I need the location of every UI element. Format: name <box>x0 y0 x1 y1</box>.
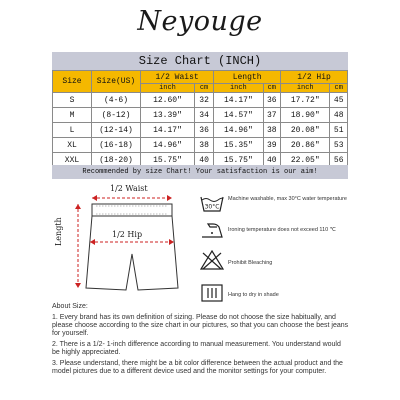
cell-us: (18-20) <box>92 153 141 168</box>
shorts-diagram <box>52 184 200 304</box>
size-chart-title: Size Chart (INCH) <box>52 52 348 70</box>
cell-length-cm: 38 <box>263 123 281 138</box>
cell-hip-cm: 48 <box>330 108 348 123</box>
cell-waist-cm: 36 <box>194 123 213 138</box>
cell-us: (4-6) <box>92 93 141 108</box>
unit-cm: cm <box>330 84 348 93</box>
cell-size: S <box>53 93 92 108</box>
header-size: Size <box>53 71 92 93</box>
cell-size: XXL <box>53 153 92 168</box>
unit-inch: inch <box>141 84 195 93</box>
cell-waist-cm: 34 <box>194 108 213 123</box>
about-size-section <box>52 303 350 379</box>
cell-waist-cm: 38 <box>194 138 213 153</box>
cell-hip-in: 18.90" <box>281 108 330 123</box>
about-point-1: 1. Every brand has its own definition of sizing. Please do not choose the size habitually, and please choose according to the size chart in our pictures, so that you can choose the best jeans for yourself. <box>52 314 349 337</box>
table-row <box>53 138 348 153</box>
unit-inch: inch <box>281 84 330 93</box>
cell-length-cm: 36 <box>263 93 281 108</box>
shorts-body-shape <box>86 216 178 290</box>
unit-cm: cm <box>194 84 213 93</box>
iron-text: Ironing temperature does not exceed 110 ℃ <box>228 227 336 233</box>
header-waist: 1/2 Waist <box>141 71 214 84</box>
cell-hip-cm: 53 <box>330 138 348 153</box>
cell-us: (16-18) <box>92 138 141 153</box>
hip-label: 1/2 Hip <box>112 230 143 239</box>
cell-hip-in: 20.08" <box>281 123 330 138</box>
bleach-text: Prohibit Bleaching <box>228 260 273 266</box>
cell-length-cm: 37 <box>263 108 281 123</box>
unit-inch: inch <box>214 84 263 93</box>
cell-us: (8-12) <box>92 108 141 123</box>
cell-hip-cm: 45 <box>330 93 348 108</box>
cell-hip-in: 22.05" <box>281 153 330 168</box>
brand-logo: Neyouge <box>137 6 263 37</box>
cell-us: (12-14) <box>92 123 141 138</box>
cell-waist-in: 14.17" <box>141 123 195 138</box>
header-hip: 1/2 Hip <box>281 71 348 84</box>
wash-temp: 30°C <box>204 203 220 211</box>
length-label: Length <box>54 217 63 246</box>
cell-size: M <box>53 108 92 123</box>
waist-label: 1/2 Waist <box>110 184 148 193</box>
about-point-2: 2. There is a 1/2- 1-inch difference according to manual measurement. You understand would be highly appreciated. <box>52 341 341 356</box>
dry-text: Hang to dry in shade <box>228 292 279 298</box>
cell-length-in: 15.35" <box>214 138 263 153</box>
header-size-us: Size(US) <box>92 71 141 93</box>
table-row <box>53 93 348 108</box>
no-bleach-icon <box>200 250 224 275</box>
wash-icon <box>200 193 224 218</box>
table-row <box>53 108 348 123</box>
cell-length-cm: 40 <box>263 153 281 168</box>
cell-hip-cm: 51 <box>330 123 348 138</box>
header-length: Length <box>214 71 281 84</box>
cell-length-in: 15.75" <box>214 153 263 168</box>
unit-cm: cm <box>263 84 281 93</box>
size-chart-table <box>52 70 348 168</box>
cell-length-in: 14.96" <box>214 123 263 138</box>
cell-waist-in: 15.75" <box>141 153 195 168</box>
cell-hip-cm: 56 <box>330 153 348 168</box>
about-point-3: 3. Please understand, there might be a bit color difference between the actual product and the model pictures due to a different device used and the monitor settings for your computer. <box>52 360 343 375</box>
cell-waist-in: 12.60" <box>141 93 195 108</box>
cell-length-cm: 39 <box>263 138 281 153</box>
cell-length-in: 14.17" <box>214 93 263 108</box>
shorts-illustration <box>52 184 200 304</box>
cell-size: XL <box>53 138 92 153</box>
wash-text: Machine washable, max 30°C water temperature <box>228 196 347 202</box>
iron-icon <box>200 223 224 244</box>
cell-hip-in: 20.86" <box>281 138 330 153</box>
table-row <box>53 123 348 138</box>
cell-waist-in: 13.39" <box>141 108 195 123</box>
cell-length-in: 14.57" <box>214 108 263 123</box>
cell-size: L <box>53 123 92 138</box>
cell-waist-in: 14.96" <box>141 138 195 153</box>
cell-hip-in: 17.72" <box>281 93 330 108</box>
cell-waist-cm: 40 <box>194 153 213 168</box>
cell-waist-cm: 32 <box>194 93 213 108</box>
table-header-row <box>53 71 348 84</box>
recommendation-banner: Recommended by size Chart! Your satisfaction is our aim! <box>52 165 348 179</box>
about-heading: About Size: <box>52 303 88 310</box>
